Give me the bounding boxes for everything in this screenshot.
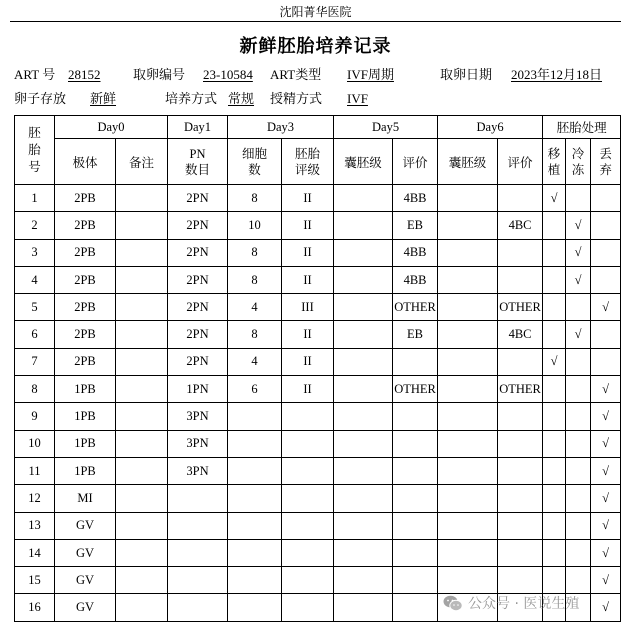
cell-transfer: √ [543, 348, 566, 375]
cell-embryo-grade [282, 430, 334, 457]
header-embryo-no [15, 116, 55, 185]
header-day5: Day5 [334, 116, 438, 139]
culture-method-value: 常规 [228, 91, 255, 106]
cell-remark [116, 512, 168, 539]
cell-cell-count [228, 594, 282, 621]
header-embryo-no-label: 胚胎号 [28, 125, 41, 174]
header-pn-count-line1: PN [189, 146, 206, 161]
cell-polar-body: 2PB [55, 185, 116, 212]
retrieval-date-label: 取卵日期 [440, 67, 493, 82]
cell-day5-evaluation [393, 457, 438, 484]
cell-freeze [566, 348, 591, 375]
cell-day5-evaluation: OTHER [393, 376, 438, 403]
cell-discard: √ [591, 294, 621, 321]
cell-day5-evaluation [393, 567, 438, 594]
cell-day6-blast-grade [438, 539, 498, 566]
cell-polar-body: GV [55, 594, 116, 621]
cell-pn-count [168, 512, 228, 539]
cell-day5-blast-grade [334, 567, 393, 594]
retrieval-date-value: 2023年12月18日 [511, 67, 603, 82]
header-row-fields [15, 139, 621, 185]
header-cell-count [228, 139, 282, 185]
header-day0: Day0 [55, 116, 168, 139]
cell-cell-count [228, 539, 282, 566]
cell-transfer [543, 266, 566, 293]
cell-remark [116, 485, 168, 512]
table-row [15, 485, 621, 512]
cell-day5-evaluation [393, 512, 438, 539]
cell-embryo-no: 5 [15, 294, 55, 321]
cell-cell-count: 8 [228, 239, 282, 266]
cell-embryo-no: 14 [15, 539, 55, 566]
cell-discard [591, 212, 621, 239]
cell-embryo-no: 1 [15, 185, 55, 212]
cell-polar-body: 2PB [55, 266, 116, 293]
culture-method-label: 培养方式 [165, 91, 218, 106]
cell-discard: √ [591, 539, 621, 566]
cell-cell-count: 8 [228, 266, 282, 293]
cell-freeze: √ [566, 239, 591, 266]
table-header [15, 116, 621, 185]
table-row [15, 266, 621, 293]
cell-embryo-grade: III [282, 294, 334, 321]
cell-remark [116, 185, 168, 212]
header-day5-blast-grade: 囊胚级 [334, 139, 393, 185]
cell-day6-evaluation [498, 539, 543, 566]
cell-discard [591, 348, 621, 375]
table-row [15, 212, 621, 239]
header-freeze-line2: 冻 [571, 162, 585, 177]
cell-polar-body: 2PB [55, 348, 116, 375]
cell-pn-count: 3PN [168, 403, 228, 430]
cell-embryo-grade [282, 457, 334, 484]
cell-transfer [543, 239, 566, 266]
header-embryo-handling: 胚胎处理 [543, 116, 621, 139]
cell-transfer [543, 294, 566, 321]
cell-cell-count [228, 485, 282, 512]
cell-embryo-grade [282, 539, 334, 566]
header-day3: Day3 [228, 116, 334, 139]
cell-day6-blast-grade [438, 376, 498, 403]
cell-transfer [543, 457, 566, 484]
cell-day5-evaluation [393, 539, 438, 566]
header-pn-count-line2: 数目 [185, 162, 211, 177]
cell-discard [591, 185, 621, 212]
cell-embryo-no: 16 [15, 594, 55, 621]
cell-transfer [543, 212, 566, 239]
cell-day5-evaluation: 4BB [393, 266, 438, 293]
cell-cell-count [228, 512, 282, 539]
table-row [15, 348, 621, 375]
cell-day6-evaluation [498, 239, 543, 266]
header-cell-count-line2: 数 [248, 162, 261, 177]
header-embryo-grade [282, 139, 334, 185]
cell-day5-blast-grade [334, 185, 393, 212]
cell-day6-blast-grade [438, 567, 498, 594]
cell-discard [591, 321, 621, 348]
header-transfer-line1: 移 [547, 146, 561, 161]
cell-embryo-no: 13 [15, 512, 55, 539]
header-transfer [543, 139, 566, 185]
cell-polar-body: 2PB [55, 239, 116, 266]
embryo-culture-table [14, 115, 621, 622]
table-row [15, 567, 621, 594]
cell-day5-blast-grade [334, 376, 393, 403]
header-cell-count-line1: 细胞 [242, 146, 268, 161]
cell-day5-evaluation: EB [393, 321, 438, 348]
cell-polar-body: GV [55, 539, 116, 566]
cell-embryo-grade [282, 485, 334, 512]
cell-freeze [566, 512, 591, 539]
table-row [15, 539, 621, 566]
cell-polar-body: 1PB [55, 457, 116, 484]
cell-polar-body: 2PB [55, 294, 116, 321]
cell-polar-body: 1PB [55, 376, 116, 403]
cell-remark [116, 403, 168, 430]
cell-freeze [566, 185, 591, 212]
header-day1: Day1 [168, 116, 228, 139]
header-freeze-line1: 冷 [571, 146, 585, 161]
cell-remark [116, 239, 168, 266]
cell-embryo-grade: II [282, 266, 334, 293]
table-row [15, 321, 621, 348]
retrieval-no-label: 取卵编号 [133, 67, 186, 82]
cell-pn-count [168, 594, 228, 621]
cell-remark [116, 266, 168, 293]
cell-discard: √ [591, 376, 621, 403]
cell-day6-evaluation: OTHER [498, 294, 543, 321]
cell-remark [116, 321, 168, 348]
header-day6-blast-grade: 囊胚级 [438, 139, 498, 185]
cell-day6-evaluation [498, 403, 543, 430]
cell-remark [116, 594, 168, 621]
cell-day6-evaluation [498, 512, 543, 539]
cell-embryo-no: 2 [15, 212, 55, 239]
cell-freeze: √ [566, 212, 591, 239]
cell-cell-count [228, 403, 282, 430]
cell-polar-body: 2PB [55, 212, 116, 239]
cell-pn-count: 2PN [168, 239, 228, 266]
table-row [15, 403, 621, 430]
cell-day6-blast-grade [438, 239, 498, 266]
cell-embryo-grade: II [282, 185, 334, 212]
cell-embryo-grade: II [282, 376, 334, 403]
table-row [15, 512, 621, 539]
header-freeze [566, 139, 591, 185]
cell-day5-evaluation [393, 403, 438, 430]
cell-day5-evaluation: EB [393, 212, 438, 239]
cell-day5-evaluation [393, 348, 438, 375]
cell-transfer [543, 485, 566, 512]
cell-cell-count [228, 567, 282, 594]
cell-pn-count [168, 539, 228, 566]
cell-freeze [566, 485, 591, 512]
cell-day5-blast-grade [334, 485, 393, 512]
cell-embryo-grade [282, 403, 334, 430]
cell-pn-count: 2PN [168, 185, 228, 212]
cell-freeze [566, 430, 591, 457]
cell-transfer [543, 430, 566, 457]
cell-freeze [566, 403, 591, 430]
header-row-days [15, 116, 621, 139]
cell-cell-count [228, 430, 282, 457]
cell-day5-blast-grade [334, 212, 393, 239]
cell-day5-blast-grade [334, 539, 393, 566]
cell-cell-count: 8 [228, 321, 282, 348]
cell-embryo-grade: II [282, 321, 334, 348]
cell-day5-evaluation: OTHER [393, 294, 438, 321]
cell-discard: √ [591, 512, 621, 539]
cell-remark [116, 376, 168, 403]
cell-embryo-grade: II [282, 239, 334, 266]
cell-transfer [543, 539, 566, 566]
cell-day5-blast-grade [334, 321, 393, 348]
art-type-label: ART类型 [270, 67, 322, 82]
header-day6: Day6 [438, 116, 543, 139]
cell-remark [116, 430, 168, 457]
cell-discard: √ [591, 403, 621, 430]
cell-remark [116, 294, 168, 321]
cell-pn-count: 3PN [168, 430, 228, 457]
cell-transfer: √ [543, 185, 566, 212]
cell-day5-evaluation [393, 430, 438, 457]
cell-day6-blast-grade [438, 457, 498, 484]
cell-discard: √ [591, 594, 621, 621]
cell-day6-blast-grade [438, 348, 498, 375]
cell-cell-count: 8 [228, 185, 282, 212]
cell-embryo-no: 10 [15, 430, 55, 457]
cell-freeze [566, 567, 591, 594]
table-row [15, 239, 621, 266]
cell-day5-blast-grade [334, 512, 393, 539]
cell-day5-blast-grade [334, 403, 393, 430]
cell-pn-count: 3PN [168, 457, 228, 484]
cell-day5-blast-grade [334, 348, 393, 375]
cell-remark [116, 348, 168, 375]
cell-day6-blast-grade [438, 485, 498, 512]
cell-cell-count: 4 [228, 348, 282, 375]
cell-embryo-grade: II [282, 348, 334, 375]
page-title: 新鲜胚胎培养记录 [239, 36, 392, 56]
cell-day6-evaluation [498, 266, 543, 293]
cell-discard: √ [591, 485, 621, 512]
cell-polar-body: 2PB [55, 321, 116, 348]
cell-discard: √ [591, 567, 621, 594]
cell-pn-count: 1PN [168, 376, 228, 403]
cell-day6-blast-grade [438, 430, 498, 457]
cell-polar-body: GV [55, 567, 116, 594]
cell-freeze: √ [566, 266, 591, 293]
cell-day5-blast-grade [334, 294, 393, 321]
cell-embryo-no: 8 [15, 376, 55, 403]
cell-freeze [566, 376, 591, 403]
header-embryo-grade-line2: 评级 [295, 162, 321, 177]
table-row [15, 185, 621, 212]
cell-day5-blast-grade [334, 457, 393, 484]
cell-freeze [566, 294, 591, 321]
cell-day5-evaluation: 4BB [393, 185, 438, 212]
cell-pn-count: 2PN [168, 321, 228, 348]
header-discard-line2: 弃 [599, 162, 612, 177]
cell-day6-blast-grade [438, 321, 498, 348]
oocyte-storage-label: 卵子存放 [14, 91, 67, 106]
header-day6-evaluation: 评价 [498, 139, 543, 185]
cell-discard [591, 239, 621, 266]
cell-polar-body: 1PB [55, 403, 116, 430]
cell-day6-evaluation [498, 348, 543, 375]
cell-day5-blast-grade [334, 239, 393, 266]
header-day5-evaluation: 评价 [393, 139, 438, 185]
cell-pn-count: 2PN [168, 266, 228, 293]
cell-transfer [543, 321, 566, 348]
header-remark: 备注 [116, 139, 168, 185]
cell-day5-evaluation [393, 485, 438, 512]
cell-remark [116, 212, 168, 239]
cell-day6-evaluation: 4BC [498, 212, 543, 239]
cell-day6-blast-grade [438, 512, 498, 539]
cell-transfer [543, 376, 566, 403]
cell-pn-count: 2PN [168, 348, 228, 375]
header-transfer-line2: 植 [547, 162, 561, 177]
cell-day5-evaluation: 4BB [393, 239, 438, 266]
header-pn-count [168, 139, 228, 185]
art-type-value: IVF周期 [347, 67, 394, 82]
retrieval-no-value: 23-10584 [203, 67, 253, 82]
cell-discard: √ [591, 457, 621, 484]
cell-day6-evaluation [498, 430, 543, 457]
cell-freeze [566, 457, 591, 484]
fertilization-method-value: IVF [347, 91, 368, 106]
cell-day5-blast-grade [334, 594, 393, 621]
cell-freeze [566, 539, 591, 566]
table-row [15, 457, 621, 484]
watermark [443, 592, 621, 614]
cell-remark [116, 567, 168, 594]
cell-day6-blast-grade [438, 212, 498, 239]
cell-embryo-grade [282, 512, 334, 539]
cell-embryo-no: 15 [15, 567, 55, 594]
cell-cell-count: 10 [228, 212, 282, 239]
cell-day6-evaluation: 4BC [498, 321, 543, 348]
cell-cell-count: 6 [228, 376, 282, 403]
cell-polar-body: GV [55, 512, 116, 539]
cell-day6-evaluation [498, 457, 543, 484]
cell-transfer [543, 512, 566, 539]
cell-embryo-no: 9 [15, 403, 55, 430]
cell-day6-blast-grade [438, 185, 498, 212]
cell-day6-evaluation: OTHER [498, 376, 543, 403]
cell-polar-body: MI [55, 485, 116, 512]
cell-pn-count [168, 567, 228, 594]
cell-embryo-no: 12 [15, 485, 55, 512]
cell-embryo-grade [282, 567, 334, 594]
cell-transfer [543, 403, 566, 430]
cell-day5-blast-grade [334, 430, 393, 457]
header-discard-line1: 丢 [599, 146, 612, 161]
cell-remark [116, 457, 168, 484]
table-row [15, 294, 621, 321]
hospital-name: 沈阳菁华医院 [10, 4, 621, 22]
cell-discard [591, 266, 621, 293]
cell-embryo-no: 11 [15, 457, 55, 484]
cell-day5-evaluation [393, 594, 438, 621]
header-discard [591, 139, 621, 185]
table-row [15, 430, 621, 457]
cell-day6-evaluation [498, 485, 543, 512]
cell-cell-count [228, 457, 282, 484]
cell-pn-count: 2PN [168, 294, 228, 321]
cell-embryo-grade: II [282, 212, 334, 239]
cell-embryo-grade [282, 594, 334, 621]
cell-embryo-no: 3 [15, 239, 55, 266]
cell-embryo-no: 7 [15, 348, 55, 375]
cell-polar-body: 1PB [55, 430, 116, 457]
cell-embryo-no: 4 [15, 266, 55, 293]
cell-day6-blast-grade [438, 403, 498, 430]
art-no-label: ART 号 [14, 67, 56, 82]
header-embryo-grade-line1: 胚胎 [295, 146, 321, 161]
art-no-value: 28152 [68, 67, 101, 82]
cell-freeze: √ [566, 321, 591, 348]
cell-day6-blast-grade [438, 266, 498, 293]
fertilization-method-label: 授精方式 [270, 91, 323, 106]
cell-discard: √ [591, 430, 621, 457]
cell-day5-blast-grade [334, 266, 393, 293]
watermark-text: 公众号 · 医说生殖 [468, 596, 580, 612]
table-body [15, 185, 621, 622]
header-polar-body: 极体 [55, 139, 116, 185]
cell-cell-count: 4 [228, 294, 282, 321]
wechat-icon [443, 595, 463, 612]
cell-pn-count: 2PN [168, 212, 228, 239]
cell-transfer [543, 567, 566, 594]
table-row [15, 376, 621, 403]
cell-pn-count [168, 485, 228, 512]
cell-embryo-no: 6 [15, 321, 55, 348]
oocyte-storage-value: 新鲜 [90, 91, 117, 106]
cell-day6-evaluation [498, 185, 543, 212]
cell-day6-evaluation [498, 567, 543, 594]
cell-remark [116, 539, 168, 566]
cell-day6-blast-grade [438, 294, 498, 321]
